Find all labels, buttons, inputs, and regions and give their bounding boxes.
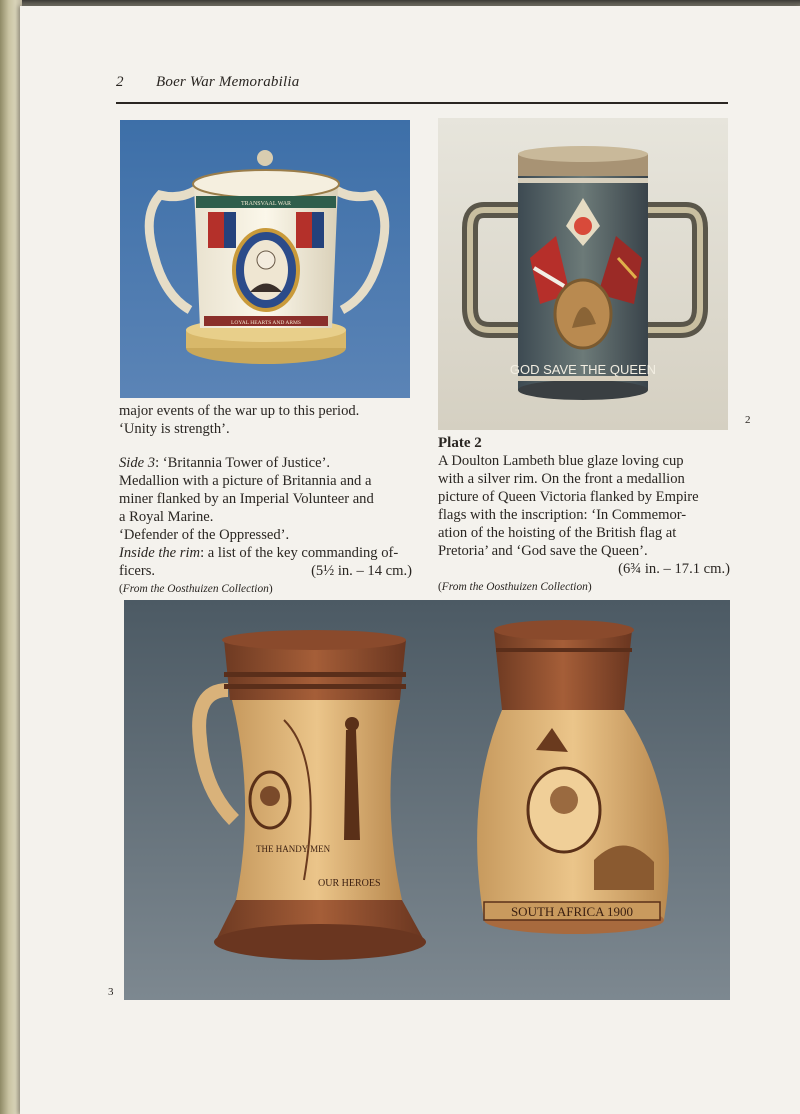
plate-3-left-scroll: OUR HEROES	[318, 878, 381, 889]
plate-2-desc-line: A Doulton Lambeth blue glaze loving cup	[438, 453, 684, 469]
side-3-heading	[119, 454, 412, 472]
plate-1-credit-text: From the Oosthuizen Collection	[122, 583, 269, 595]
plate-2-desc-line: ation of the hoisting of the British flag at	[438, 525, 677, 541]
plate-2-desc-line: picture of Queen Victoria flanked by Empire	[438, 489, 699, 505]
book-spine-edge	[0, 0, 22, 1114]
book-page	[20, 6, 800, 1114]
plate-1-photo	[120, 120, 410, 398]
plate-2-desc-line: flags with the inscription: ‘In Commemor-	[438, 507, 687, 523]
dimensions-row	[119, 562, 412, 580]
side-3-desc-line: miner flanked by an Imperial Volunteer and	[119, 491, 374, 507]
side-3-desc-line: a Royal Marine.	[119, 509, 214, 525]
inside-rim-label: Inside the rim	[119, 545, 201, 561]
left-text-column	[119, 402, 412, 598]
inside-rim-text: : a list of the key commanding of-	[200, 545, 399, 561]
plate-2-heading: Plate 2	[438, 435, 482, 451]
right-text-column	[438, 434, 730, 596]
side-3-desc-line: Medallion with a picture of Britannia and a	[119, 473, 372, 489]
plate-2-credit-text: From the Oosthuizen Collection	[441, 581, 588, 593]
plate-1-band-text: TRANSVAAL WAR	[240, 201, 292, 207]
defender-motto: ‘Defender of the Oppressed’.	[119, 527, 290, 543]
plate-2-desc-line: Pretoria’ and ‘God save the Queen’.	[438, 543, 648, 559]
plate-3-left-label: THE HANDY MEN	[256, 844, 331, 854]
plate-1-base-text: LOYAL HEARTS AND ARMS	[231, 320, 301, 326]
running-title: Boer War Memorabilia	[156, 74, 300, 90]
side-3-label: Side 3	[119, 455, 156, 471]
plate-3-right-band: SOUTH AFRICA 1900	[510, 904, 634, 919]
plate-2-desc-line: with a silver rim. On the front a medallion	[438, 471, 685, 487]
plate-2-band-text: GOD SAVE THE QUEEN	[509, 362, 657, 377]
plate-2-photo	[438, 118, 728, 430]
page-number: 2	[116, 74, 124, 90]
inside-rim-text-end: ficers.	[119, 563, 156, 579]
plate-1-credit: (From the Oosthuizen Collection)	[119, 583, 273, 595]
plate-2-credit: (From the Oosthuizen Collection)	[438, 581, 592, 593]
plate-1-dimensions: (5½ in. – 14 cm.)	[311, 563, 412, 579]
plate-2-number: 2	[745, 414, 751, 426]
header-rule	[116, 102, 728, 104]
side-3-text: : ‘Britannia Tower of Justice’.	[155, 455, 331, 471]
inside-rim-line	[119, 544, 412, 562]
continued-motto: ‘Unity is strength’.	[119, 421, 230, 437]
continued-text-line: major events of the war up to this period.	[119, 403, 360, 419]
plate-3-photo	[124, 600, 730, 1000]
plate-3-number: 3	[108, 986, 114, 998]
plate-2-dimensions: (6¾ in. – 17.1 cm.)	[618, 561, 730, 577]
